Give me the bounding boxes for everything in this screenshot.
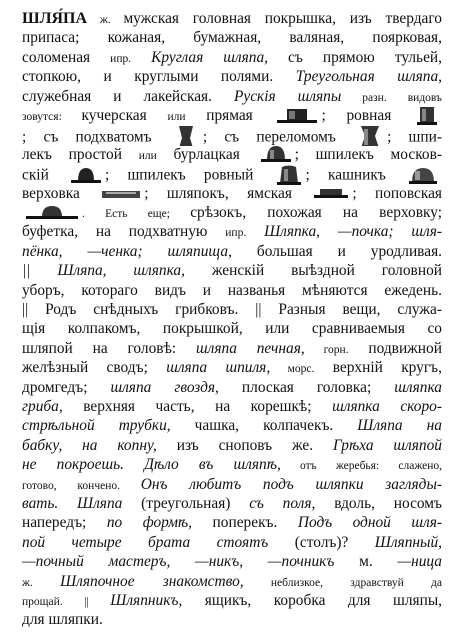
- entry-text: ; кашникъ: [305, 166, 405, 184]
- entry-text: для шляпки.: [22, 611, 103, 629]
- italic-text: пой четыре брата стоятъ: [22, 533, 269, 551]
- entry-text: напередъ;: [22, 514, 107, 532]
- italic-text: шляпа печная,: [196, 339, 305, 357]
- entry-text: ; съ переломомъ: [202, 128, 354, 146]
- entry-text: большая и уродливая.: [231, 242, 442, 260]
- entry-text: поперекъ.: [192, 514, 298, 532]
- italic-text: стрѣльной трубки,: [22, 417, 171, 435]
- entry-text: прямая: [185, 107, 274, 124]
- italic-text: Шляпка, —почка; шля-: [246, 223, 442, 241]
- entry-text: верхняя часть, на корешкѣ;: [62, 398, 333, 415]
- entry-text: бурлацкая: [156, 145, 257, 163]
- entry-text: (треугольная): [122, 495, 250, 512]
- entry-text: съ прямою тульей,: [268, 48, 442, 66]
- entry-text: ; съ подхватомъ: [22, 128, 169, 146]
- italic-text: Треугольная шляпа,: [295, 68, 442, 86]
- small-text: ж.: [87, 14, 124, 26]
- headword: ШЛЯ́ПА: [22, 10, 88, 27]
- entry-text: верхній кругъ,: [314, 359, 442, 377]
- entry-text: служебная и лакейская.: [22, 87, 234, 105]
- hat-yamskaya-icon: [312, 187, 350, 201]
- small-text: или: [138, 149, 157, 162]
- italic-text: Шляпный,: [374, 533, 442, 551]
- entry-line: [22, 609, 442, 631]
- entry-text: дромгедъ;: [22, 378, 111, 396]
- entry-text: мужская головная покрышка, изъ твердаго: [123, 10, 442, 27]
- small-text: зовутся:: [22, 111, 82, 123]
- entry-text: (столъ)?: [268, 533, 375, 551]
- italic-text: по формѣ,: [106, 514, 193, 532]
- small-text: готово, кончено.: [22, 479, 141, 492]
- entry-text: щія колпакомъ, покрышкой, или сравниваемыя со: [22, 320, 442, 338]
- italic-text: шляпка скоро-: [332, 398, 442, 415]
- italic-text: Грѣха шляпой: [332, 436, 442, 454]
- entry-text: ящикъ, коробка для шляпы,: [182, 592, 442, 609]
- small-text: . Есть еще;: [82, 208, 191, 220]
- small-text: неблизкое, здравствуй да: [243, 576, 442, 589]
- italic-text: вать. Шляпа: [22, 495, 123, 512]
- italic-text: || Шляпа, шляпка,: [22, 262, 185, 280]
- entry-text: кучерская: [81, 107, 168, 124]
- entry-text: ; шляпокъ, ямская: [144, 184, 311, 202]
- hat-verkhovka-icon: [100, 188, 142, 200]
- italic-text: съ поля,: [249, 495, 316, 512]
- italic-text: шляпа шпиля,: [166, 359, 271, 377]
- entry-text: женскій выѣздной головной: [184, 262, 442, 280]
- entry-text: стопкою, и круглыми полями.: [22, 68, 296, 86]
- entry-text: шляпой на головѣ:: [22, 339, 197, 357]
- entry-text: вдоль, носомъ: [315, 495, 442, 512]
- entry-text: ; поповская: [352, 184, 442, 202]
- entry-text: уборъ, котораго видъ и названья мѣняются ежедень.: [22, 281, 442, 299]
- italic-text: Онъ любитъ подъ шляпки загляды-: [140, 475, 442, 493]
- entry-text: м.: [334, 553, 398, 571]
- italic-text: Шляпникъ,: [110, 592, 183, 609]
- italic-text: шляпка: [394, 378, 442, 396]
- entry-text: буфетка, на подхватную: [22, 223, 226, 241]
- small-text: ипр.: [110, 52, 132, 65]
- entry-text: ; шпи-: [387, 128, 442, 146]
- small-text: или: [167, 111, 186, 123]
- entry-text: лекъ простой: [22, 145, 139, 163]
- italic-text: шляпа гвоздя,: [110, 378, 219, 396]
- entry-text: изъ сноповъ же.: [156, 436, 333, 454]
- italic-text: Рускія шляпы: [233, 87, 342, 105]
- entry-text: срѣзокъ, похожая на верховку;: [190, 204, 442, 221]
- small-text: прощай. ||: [22, 596, 111, 608]
- italic-text: —ница: [397, 553, 442, 571]
- entry-text: желѣзный сводъ;: [22, 359, 167, 377]
- entry-text: ; шпилекъ ровный: [105, 166, 272, 184]
- small-text: морс.: [270, 363, 315, 376]
- italic-text: Круглая шляпа,: [131, 48, 268, 66]
- entry-text: || Родъ снѣдныхъ грибковъ. || Разныя вещи, служа-: [22, 301, 442, 318]
- entry-text: верховка: [22, 184, 99, 202]
- entry-text: плоская головка;: [218, 378, 395, 396]
- entry-text: ; ровная: [321, 107, 412, 124]
- small-text: ипр.: [225, 227, 247, 240]
- italic-text: не покроешь. Дѣло въ шляпѣ,: [22, 456, 281, 474]
- entry-text: соломеная: [22, 48, 111, 66]
- italic-text: Шляпочное знакомство,: [60, 572, 244, 590]
- italic-text: Шляпа на: [357, 417, 442, 435]
- hat-straight-icon: [275, 107, 319, 125]
- entry-text: ; шпилекъ москов-: [294, 145, 442, 163]
- small-text: горн.: [304, 343, 349, 356]
- small-text: разн. видовъ: [341, 91, 442, 104]
- italic-text: бабку, на копну,: [22, 436, 157, 454]
- small-text: ж.: [22, 576, 61, 589]
- entry-text: подвижной: [348, 339, 442, 357]
- entry-text: скій: [22, 166, 67, 184]
- entry-text: чашка, колпачекъ.: [170, 417, 358, 435]
- italic-text: пёнка, —ченка; шляпища,: [22, 242, 232, 260]
- italic-text: —почный мастеръ, —никъ, —почникъ: [22, 553, 335, 571]
- italic-text: гриба,: [22, 398, 63, 415]
- small-text: отъ жеребья: слажено,: [280, 460, 442, 473]
- entry-text: припаса; кожаная, бумажная, валяная, поярковая,: [22, 29, 442, 47]
- italic-text: Подъ одной шля-: [297, 514, 442, 532]
